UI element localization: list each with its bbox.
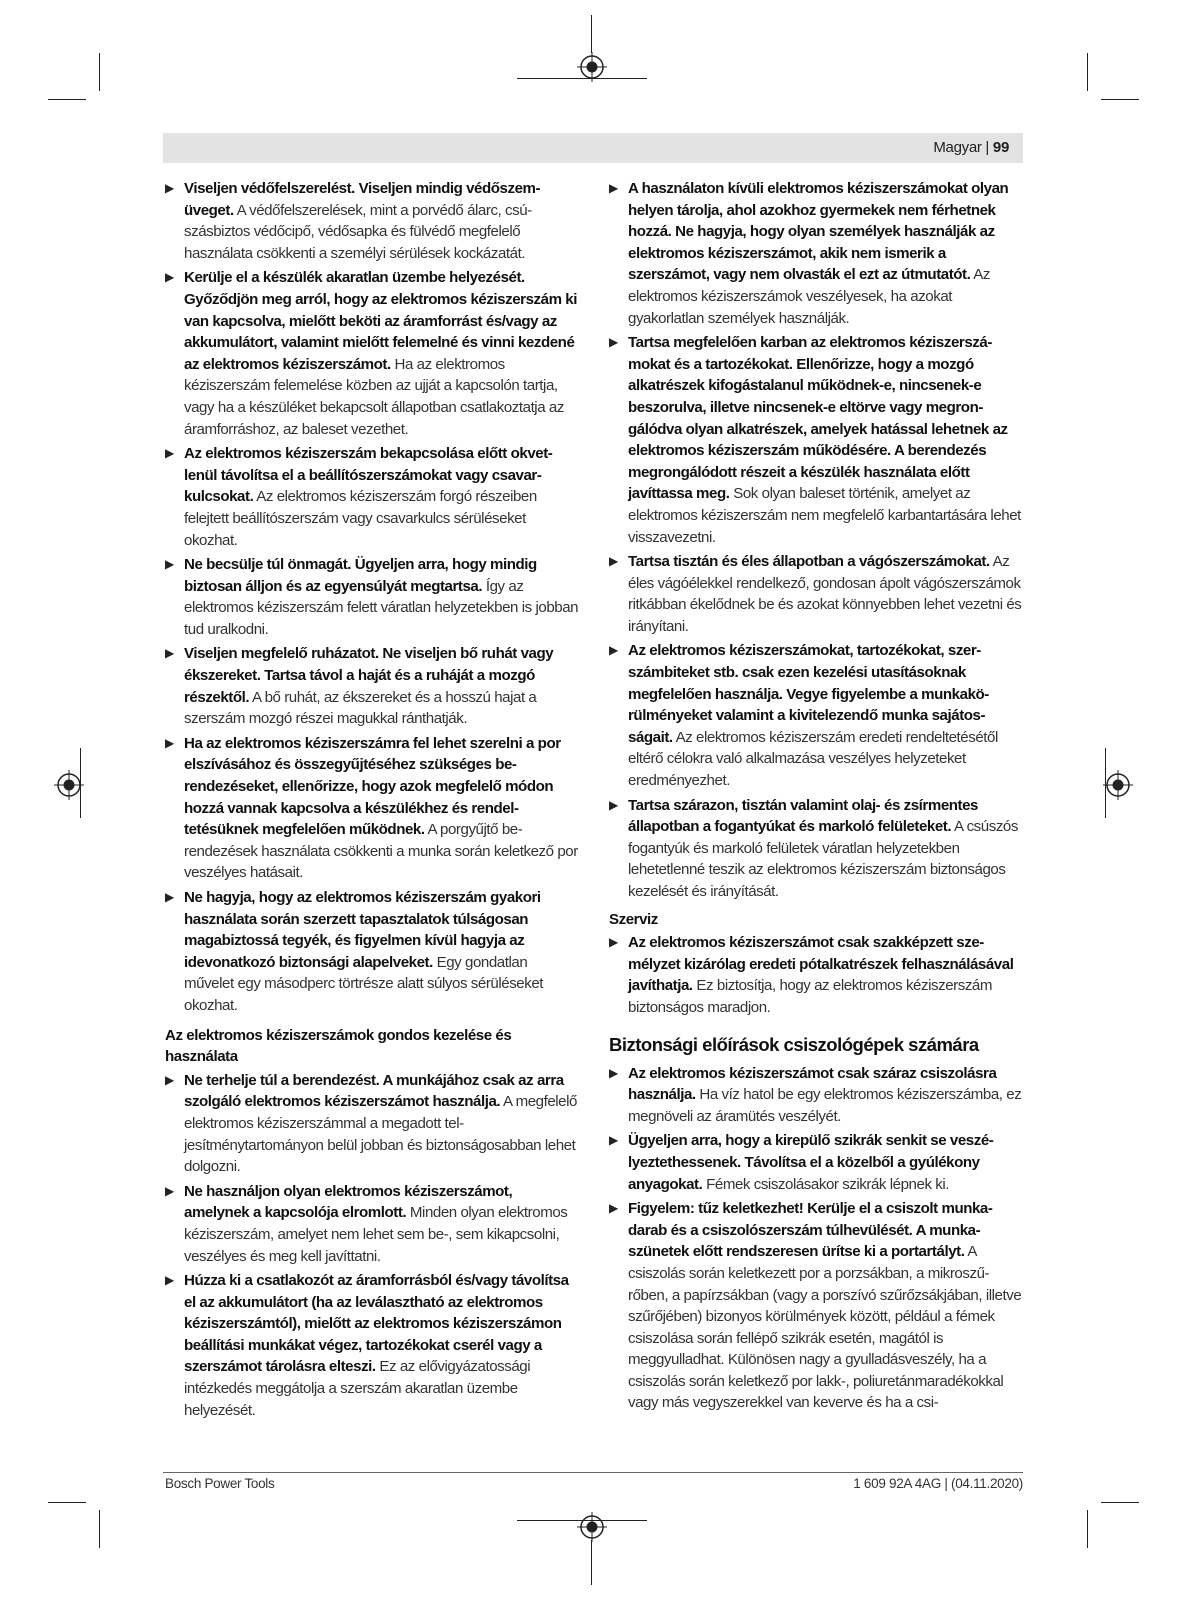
crop-mark [48,99,86,100]
triangle-right-icon: ▶ [165,646,174,661]
triangle-right-icon: ▶ [165,181,174,195]
item-bold-text: Viseljen megfelelő ruházatot. Ne viseljen bő ruhát vagy ékszereket. Tartsa távol a haját és a ruháját a mozgó részektől. [184,645,554,706]
list-item [165,443,580,551]
item-body-text: Sok olyan baleset történik, amelyet az elektromos kéziszerszám nem megfelelő karbantartására lehet visszavezetni. [628,485,1021,546]
registration-line [591,1540,592,1585]
item-body-text: Az elektromos kéziszerszámok veszélyesek, ha azokat gyakorlatlan személyek használják. [628,266,991,327]
item-bold-text: Figyelem: tűz keletkezhet! Kerülje el a csiszolt munkadarab és a csiszolószerszám túlhevülését. A munkaszünetek előtt rendszeresen ürítse ki a portartályt. [628,1200,993,1261]
triangle-right-icon: ▶ [165,557,174,572]
triangle-right-icon: ▶ [165,1273,174,1288]
registration-bottom-icon [577,1512,607,1542]
registration-line [591,15,592,53]
item-body-text: Fémek csiszolásakor szikrák lépnek ki. [702,1175,950,1193]
registration-line [517,78,647,79]
registration-line [517,1520,647,1521]
crop-mark [1101,1502,1139,1503]
right-list-3 [609,1063,1024,1415]
right-list-1 [609,178,1024,903]
item-bold-text: Tartsa tisztán és éles állapotban a vágószerszámokat. [628,553,990,571]
item-bold-text: Ne terhelje túl a berendezést. A munkájához csak az arra szolgáló elektromos kéziszerszámot használja. [184,1071,564,1111]
list-item [165,733,580,884]
item-bold-text: Ne becsülje túl önmagát. Ügyeljen arra, hogy mindig biztosan álljon és az egyensúlyát megtartsa. [184,556,537,595]
item-bold-text: Az elektromos kéziszerszámot csak szakképzett személyzet kizárólag eredeti pótalkatrészek felhasználásával javíthatja. [628,934,1014,995]
triangle-right-icon: ▶ [609,1201,618,1216]
list-item [165,1181,580,1267]
triangle-right-icon: ▶ [165,735,174,750]
triangle-right-icon: ▶ [165,446,174,461]
item-body-text: Minden olyan elektromos kéziszerszám, amelyet nem lehet sem be-, sem kikapcsolni, veszélyes és meg kell javíttatni. [184,1204,568,1265]
triangle-right-icon: ▶ [165,1183,174,1198]
item-bold-text: Tartsa szárazon, tisztán valamint olaj- és zsírmentes állapotban a fogantyúkat és markoló felületeket. [628,796,978,836]
triangle-right-icon: ▶ [609,554,618,569]
item-body-text: A csiszolás során keletkezett por a porzsákban, a mikroszűrőben, a papírzsákban (vagy a porszívó szűrőzsákjában, illetve szűrőjében) bizonyos körülmények között, például a fémek csiszolása során fellépő szikrák esetén, magától is meggyulladhat. Különösen nagy a gyulladásveszély, ha a csiszolás során keletkező por lakk-, poliuretánmaradékokkal vagy más vegyszerekkel van keverve és ha a csi- [628,1243,1022,1412]
item-body-text: Így az elektromos kéziszerszám felett váratlan helyzetekben is jobban tud uralkodni. [184,577,579,638]
item-bold-text: Az elektromos kéziszerszámokat, tartozékokat, szerszámbiteket stb. csak ezen kezelési utasításoknak megfelelően használja. Vegye figyelembe a munkakörülményeket valamint a kivitelezendő munka sajátosságait. [628,642,990,746]
item-body-text: A porgyűjtő berendezések használata csökkenti a munka során keletkező por veszélyes hatásait. [184,821,578,882]
list-item [165,1070,580,1178]
list-item [609,332,1024,548]
item-body-text: Az éles vágóélekkel rendelkező, gondosan ápolt vágószerszámok ritkábban ékelődnek be és azokat könnyebben lehet vezetni és irányítani. [628,553,1022,635]
triangle-right-icon: ▶ [609,643,618,658]
crop-mark [1087,53,1088,91]
crop-mark [1101,99,1139,100]
page-number: 99 [992,139,1009,156]
item-body-text: A védőfelszerelések, mint a porvédő álarc, csúszásbiztos védőcipő, védősapka és fülvédő megfelelő használata csökkenti a személyi sérülések kockázatát. [184,201,533,262]
list-item [609,795,1024,903]
header-language: Magyar [933,139,982,156]
service-subheading: Szerviz [609,910,658,928]
item-body-text: Ha az elektromos kéziszerszám felemelése közben az ujját a kapcsolón tartja, vagy ha a készüléket bekapcsolt állapotban csatlakoztatja az áramforráshoz, az baleset vezethet. [184,355,564,438]
item-body-text: Ez biztosítja, hogy az elektromos kéziszerszám biztonságos maradjon. [628,977,992,1016]
item-body-text: Az elektromos kéziszerszám forgó részeiben felejtett beállítószerszám vagy csavarkulcs sérüléseket okozhat. [184,488,537,549]
triangle-right-icon: ▶ [609,181,618,195]
list-item [609,932,1024,1018]
list-item [165,887,580,1017]
item-bold-text: Viseljen védőfelszerelést. Viseljen mindig védőszemüveget. [184,180,541,219]
footer-docnumber: 1 609 92A 4AG | (04.11.2020) [853,1476,1023,1491]
item-body-text: A bő ruhát, az ékszereket és a hosszú hajat a szerszám mozgó részei magukkal ránthatják. [184,688,537,728]
list-item [609,178,1024,329]
right-list-2 [609,932,1024,1018]
item-body-text: A megfelelő elektromos kéziszerszámmal a megadott teljesítménytartományon belül jobban és biztonságosabban lehet dolgozni. [184,1093,577,1176]
triangle-right-icon: ▶ [609,1065,618,1080]
left-column [165,178,580,1424]
list-item [165,554,580,640]
list-item [609,551,1024,637]
header-separator: | [981,139,993,156]
triangle-right-icon: ▶ [609,935,618,950]
registration-line [80,748,81,818]
footer-brand: Bosch Power Tools [165,1476,275,1491]
header-text [933,139,1009,156]
list-item [609,1130,1024,1195]
crop-mark [99,1510,100,1548]
item-bold-text: Húzza ki a csatlakozót az áramforrásból és/vagy távolítsa el az akkumulátort (ha az leválasztható az elektromos kéziszerszámtól), mielőtt az elektromos kéziszerszámon beállítási munkákat végez, tartozékokat cserél vagy a szerszámot tárolásra elteszi. [184,1272,569,1376]
right-column [609,178,1024,1417]
left-list-1 [165,178,580,1017]
triangle-right-icon: ▶ [609,797,618,812]
left-subheading: Az elektromos kéziszerszámok gondos kezelése és használata [165,1026,512,1066]
crop-mark [1087,1510,1088,1548]
item-body-text: Ha víz hatol be egy elektromos kéziszerszámba, ez megnöveli az áramütés veszélyét. [628,1086,1022,1125]
triangle-right-icon: ▶ [609,335,618,350]
item-bold-text: Ne használjon olyan elektromos kéziszerszámot, amelynek a kapcsolója elromlott. [184,1182,513,1222]
item-bold-text: Ne hagyja, hogy az elektromos kéziszerszám gyakori használata során szerzett tapasztalatok túlságosan magabiztossá tegyék, és figyelmen kívül hagyja az idevonatkozó biztonsági alapelveket. [184,889,541,971]
item-bold-text: Kerülje el a készülék akaratlan üzembe helyezését. Győződjön meg arról, hogy az elektromos kéziszerszám ki van kapcsolva, mielőtt beköti az áramforrást és/vagy az akkumulátort, valamint mielőtt felemelné és vinni kezdené az elektromos kéziszerszámot. [184,269,577,373]
list-item [165,178,580,264]
item-bold-text: Ügyeljen arra, hogy a kirepülő szikrák senkit se veszélyeztethessenek. Távolítsa el a közelből a gyúlékony anyagokat. [628,1132,994,1193]
list-item [165,643,580,729]
item-bold-text: Az elektromos kéziszerszám bekapcsolása előtt okvetlenül távolítsa el a beállítószerszámokat vagy csavarkulcsokat. [184,445,553,506]
list-item [609,1063,1024,1128]
item-bold-text: A használaton kívüli elektromos kéziszerszámokat olyan helyen tárolja, ahol azokhoz gyermekek nem férhetnek hozzá. Ne hagyja, hogy olyan személyek használják az elektromos kéziszerszámot, akik nem ismerik a szerszámot, vagy nem olvasták el ezt az útmutatót. [628,180,1009,284]
list-item [609,640,1024,791]
registration-line [1105,748,1106,818]
item-body-text: A csúszós fogantyúk és markoló felületek váratlan helyzetekben lehetetlenné teszik az elektromos kéziszerszám biztonságos kezelését és irányítását. [628,818,1018,900]
item-bold-text: Az elektromos kéziszerszámot csak száraz csiszolásra használja. [628,1064,997,1104]
triangle-right-icon: ▶ [165,890,174,904]
crop-mark [48,1502,86,1503]
triangle-right-icon: ▶ [609,1133,618,1148]
item-bold-text: Ha az elektromos kéziszerszámra fel lehet szerelni a por elszívásához és összegyűjtéséhez szükséges berendezéseket, ellenőrizze, hogy azok megfelelő módon hozzá vannak kapcsolva a készülékhez és rendeltetésüknek megfelelően működnek. [184,734,561,839]
item-bold-text: Tartsa megfelelően karban az elektromos kéziszerszámokat és a tartozékokat. Ellenőrizze, hogy a mozgó alkatrészek kifogástalanul működnek-e, nincsenek-e beszorulva, illetve nincsenek-e eltörve vagy megrongálódva olyan alkatrészek, amelyek hatással lehetnek az elektromos kéziszerszám működésére. A berendezés megrongálódott részeit a készülék használata előtt javíttassa meg. [628,334,1008,503]
triangle-right-icon: ▶ [165,270,174,285]
list-item [165,267,580,440]
crop-mark [99,53,100,91]
item-body-text: Az elektromos kéziszerszám eredeti rendeltetésétől eltérő célokra való alkalmazása veszélyes helyzeteket eredményezhet. [628,728,998,790]
item-body-text: Ez az elővigyázatossági intézkedés meggátolja a szerszám akaratlan üzembe helyezését. [184,1358,531,1419]
list-item [609,1198,1024,1414]
section-heading: Biztonsági előírások csiszológépek számára [609,1033,979,1055]
page-header [163,133,1023,163]
list-item [165,1270,580,1421]
left-list-2 [165,1070,580,1422]
footer-divider [163,1472,1023,1473]
registration-right-icon [1103,770,1133,800]
triangle-right-icon: ▶ [165,1072,174,1087]
item-body-text: Egy gondatlan művelet egy másodperc törtrésze alatt súlyos sérüléseket okozhat. [184,953,544,1014]
